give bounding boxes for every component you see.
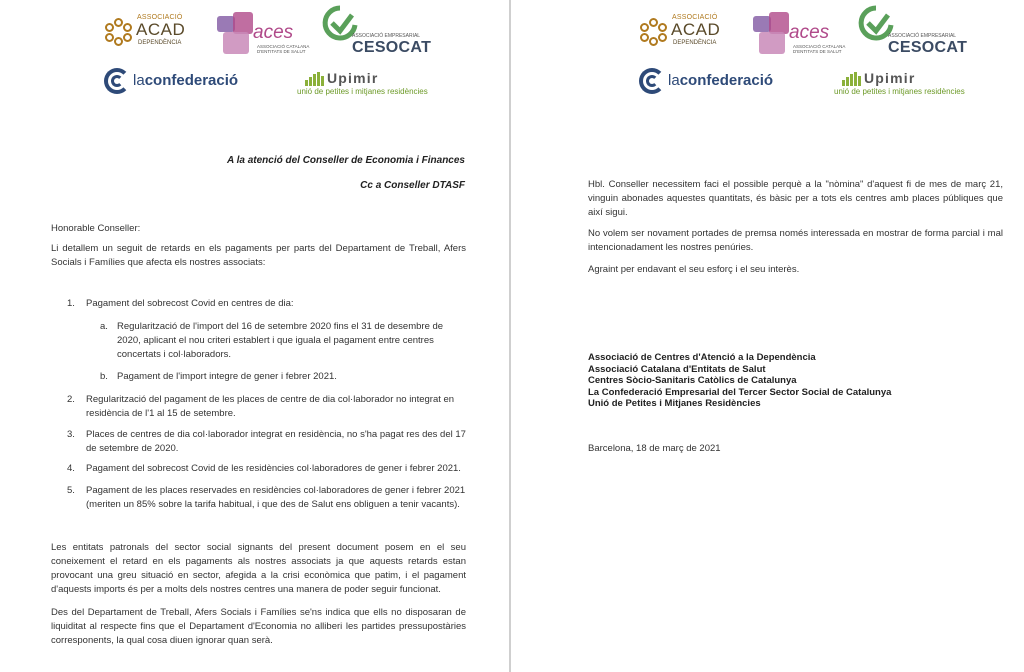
confederacio-logo: [639, 68, 789, 96]
acad-logo-bottom: DEPENDÈNCIA: [673, 40, 717, 46]
letter-page-2: [511, 0, 1024, 672]
upimir-logo-sub: unió de petites i mitjanes residències: [297, 87, 428, 96]
aces-logo-sub: ASSOCIACIÓ CATALANA D'ENTITATS DE SALUT: [793, 44, 846, 54]
sublist-item-letter: a.: [100, 321, 108, 332]
list-item-number: 4.: [67, 463, 75, 474]
aces-logo: [753, 12, 853, 60]
letter-page-1: [0, 0, 509, 672]
list-item-number: 1.: [67, 298, 75, 309]
acad-logo: [105, 14, 195, 50]
upimir-logo-name: Upimir: [327, 70, 379, 86]
confederacio-logo: [104, 68, 254, 96]
addressee-line: A la atenció del Conseller de Economia i Finances: [226, 155, 465, 166]
upimir-emblem-icon: [842, 72, 862, 86]
signer: Centres Sòcio-Sanitaris Catòlics de Catalunya: [588, 375, 797, 387]
list-item: Pagament del sobrecost Covid en centres de dia:: [86, 298, 294, 309]
body-paragraph: Les entitats patronals del sector social signants del present document posem en el seu coneixement el retard en els pagaments als nostres associats ja que aquests retards estan provocant una greu situació en sector, afegida a la crisi econòmica que patim, i el pagament d'aquests imports és per a molts dels nostres centres una manera de poder seguir funcionat.: [51, 542, 466, 595]
sublist-item-letter: b.: [100, 371, 108, 382]
signer: Associació de Centres d'Atenció a la Dependència: [588, 352, 816, 363]
list-item: Pagament del sobrecost Covid de les residències col·laboradores de gener i febrer 2021.: [86, 463, 461, 474]
acad-logo: [640, 14, 730, 50]
confederacio-logo-name: laconfederació: [133, 72, 239, 89]
logo-header: [511, 0, 1024, 110]
sublist-item: Regularització de l'import del 16 de setembre 2020 fins el 31 de desembre de 2020, aplicant el nou criteri establert i que iguala el pagament entre centres concertats i col·laboradors.: [117, 321, 444, 360]
cc-line: Cc a Conseller DTASF: [360, 180, 465, 191]
acad-logo-top: ASSOCIACIÓ: [672, 14, 718, 21]
aces-logo-name: aces: [253, 22, 294, 43]
list-item: Pagament de les places reservades en residències col·laboradores de gener i febrer 2021 (meriten un 85% sobre la tarifa habitual, i que des de Salut ens obliguen a tenir vacants).: [86, 485, 466, 510]
cesocat-logo-sub: ASSOCIACIÓ EMPRESARIAL: [352, 33, 421, 39]
acad-logo-bottom: DEPENDÈNCIA: [138, 40, 182, 46]
signer: Unió de Petites i Mitjanes Residències: [588, 398, 761, 410]
intro-paragraph: Li detallem un seguit de retards en els pagaments per parts del Departament de Treball, Afers Socials i Famílies que afecta els nostres associats:: [51, 243, 466, 268]
body-paragraph: Hbl. Conseller necessitem faci el possible perquè a la "nòmina" d'aquest fi de mes de març 21, vinguin abonades aquestes quantitats, és bàsic per a tots els centres amb places públiques que així sigui.: [588, 179, 1003, 218]
closing-paragraph: Agraint per endavant el seu esforç i el seu interès.: [588, 264, 800, 275]
acad-emblem-icon: [640, 18, 668, 46]
aces-logo-name: aces: [789, 22, 830, 43]
list-item: Regularització del pagament de les places de centre de dia col·laborador no integrat en residència de l'1 al 15 de setembre.: [86, 394, 455, 419]
logo-header: [0, 0, 509, 110]
upimir-logo: [297, 70, 428, 100]
cesocat-logo-sub: ASSOCIACIÓ EMPRESARIAL: [888, 33, 957, 39]
aces-logo: [217, 12, 317, 60]
sublist-item: Pagament de l'import integre de gener i febrer 2021.: [117, 371, 337, 382]
place-date: Barcelona, 18 de març de 2021: [588, 443, 721, 454]
body-paragraph: Des del Departament de Treball, Afers Socials i Famílies se'ns indica que ells no disposaran de liquiditat al respecte fins que el Departament d'Economia no alliberi les partides pressupostàries corresponents, la qual cosa diuen ignorar quan serà.: [51, 607, 466, 646]
cesocat-logo: [858, 5, 978, 55]
cesocat-logo: [322, 5, 442, 55]
acad-emblem-icon: [105, 18, 133, 46]
salutation: Honorable Conseller:: [51, 223, 141, 234]
confederacio-logo-name: laconfederació: [668, 72, 774, 89]
body-paragraph: No volem ser novament portades de premsa només interessada en mostrar de forma parcial i mal intencionadament les nostres penúries.: [588, 228, 1003, 253]
aces-logo-sub: ASSOCIACIÓ CATALANA D'ENTITATS DE SALUT: [257, 44, 310, 54]
cesocat-logo-name: CESOCAT: [888, 39, 968, 56]
cesocat-logo-name: CESOCAT: [352, 39, 432, 56]
list-item: Places de centres de dia col·laborador integrat en residència, no s'ha pagat res des del 17 de setembre de 2020.: [86, 429, 466, 454]
acad-logo-name: ACAD: [671, 20, 721, 39]
acad-logo-top: ASSOCIACIÓ: [137, 14, 183, 21]
signer: La Confederació Empresarial del Tercer Sector Social de Catalunya: [588, 386, 892, 398]
signers-list: [588, 352, 891, 410]
upimir-emblem-icon: [305, 72, 325, 86]
list-item-number: 2.: [67, 394, 75, 405]
list-item-number: 5.: [67, 485, 75, 496]
signer: Associació Catalana d'Entitats de Salut: [588, 363, 766, 375]
upimir-logo-name: Upimir: [864, 70, 916, 86]
acad-logo-name: ACAD: [136, 20, 186, 39]
list-item-number: 3.: [67, 429, 75, 440]
upimir-logo: [834, 70, 965, 100]
upimir-logo-sub: unió de petites i mitjanes residències: [834, 87, 965, 96]
